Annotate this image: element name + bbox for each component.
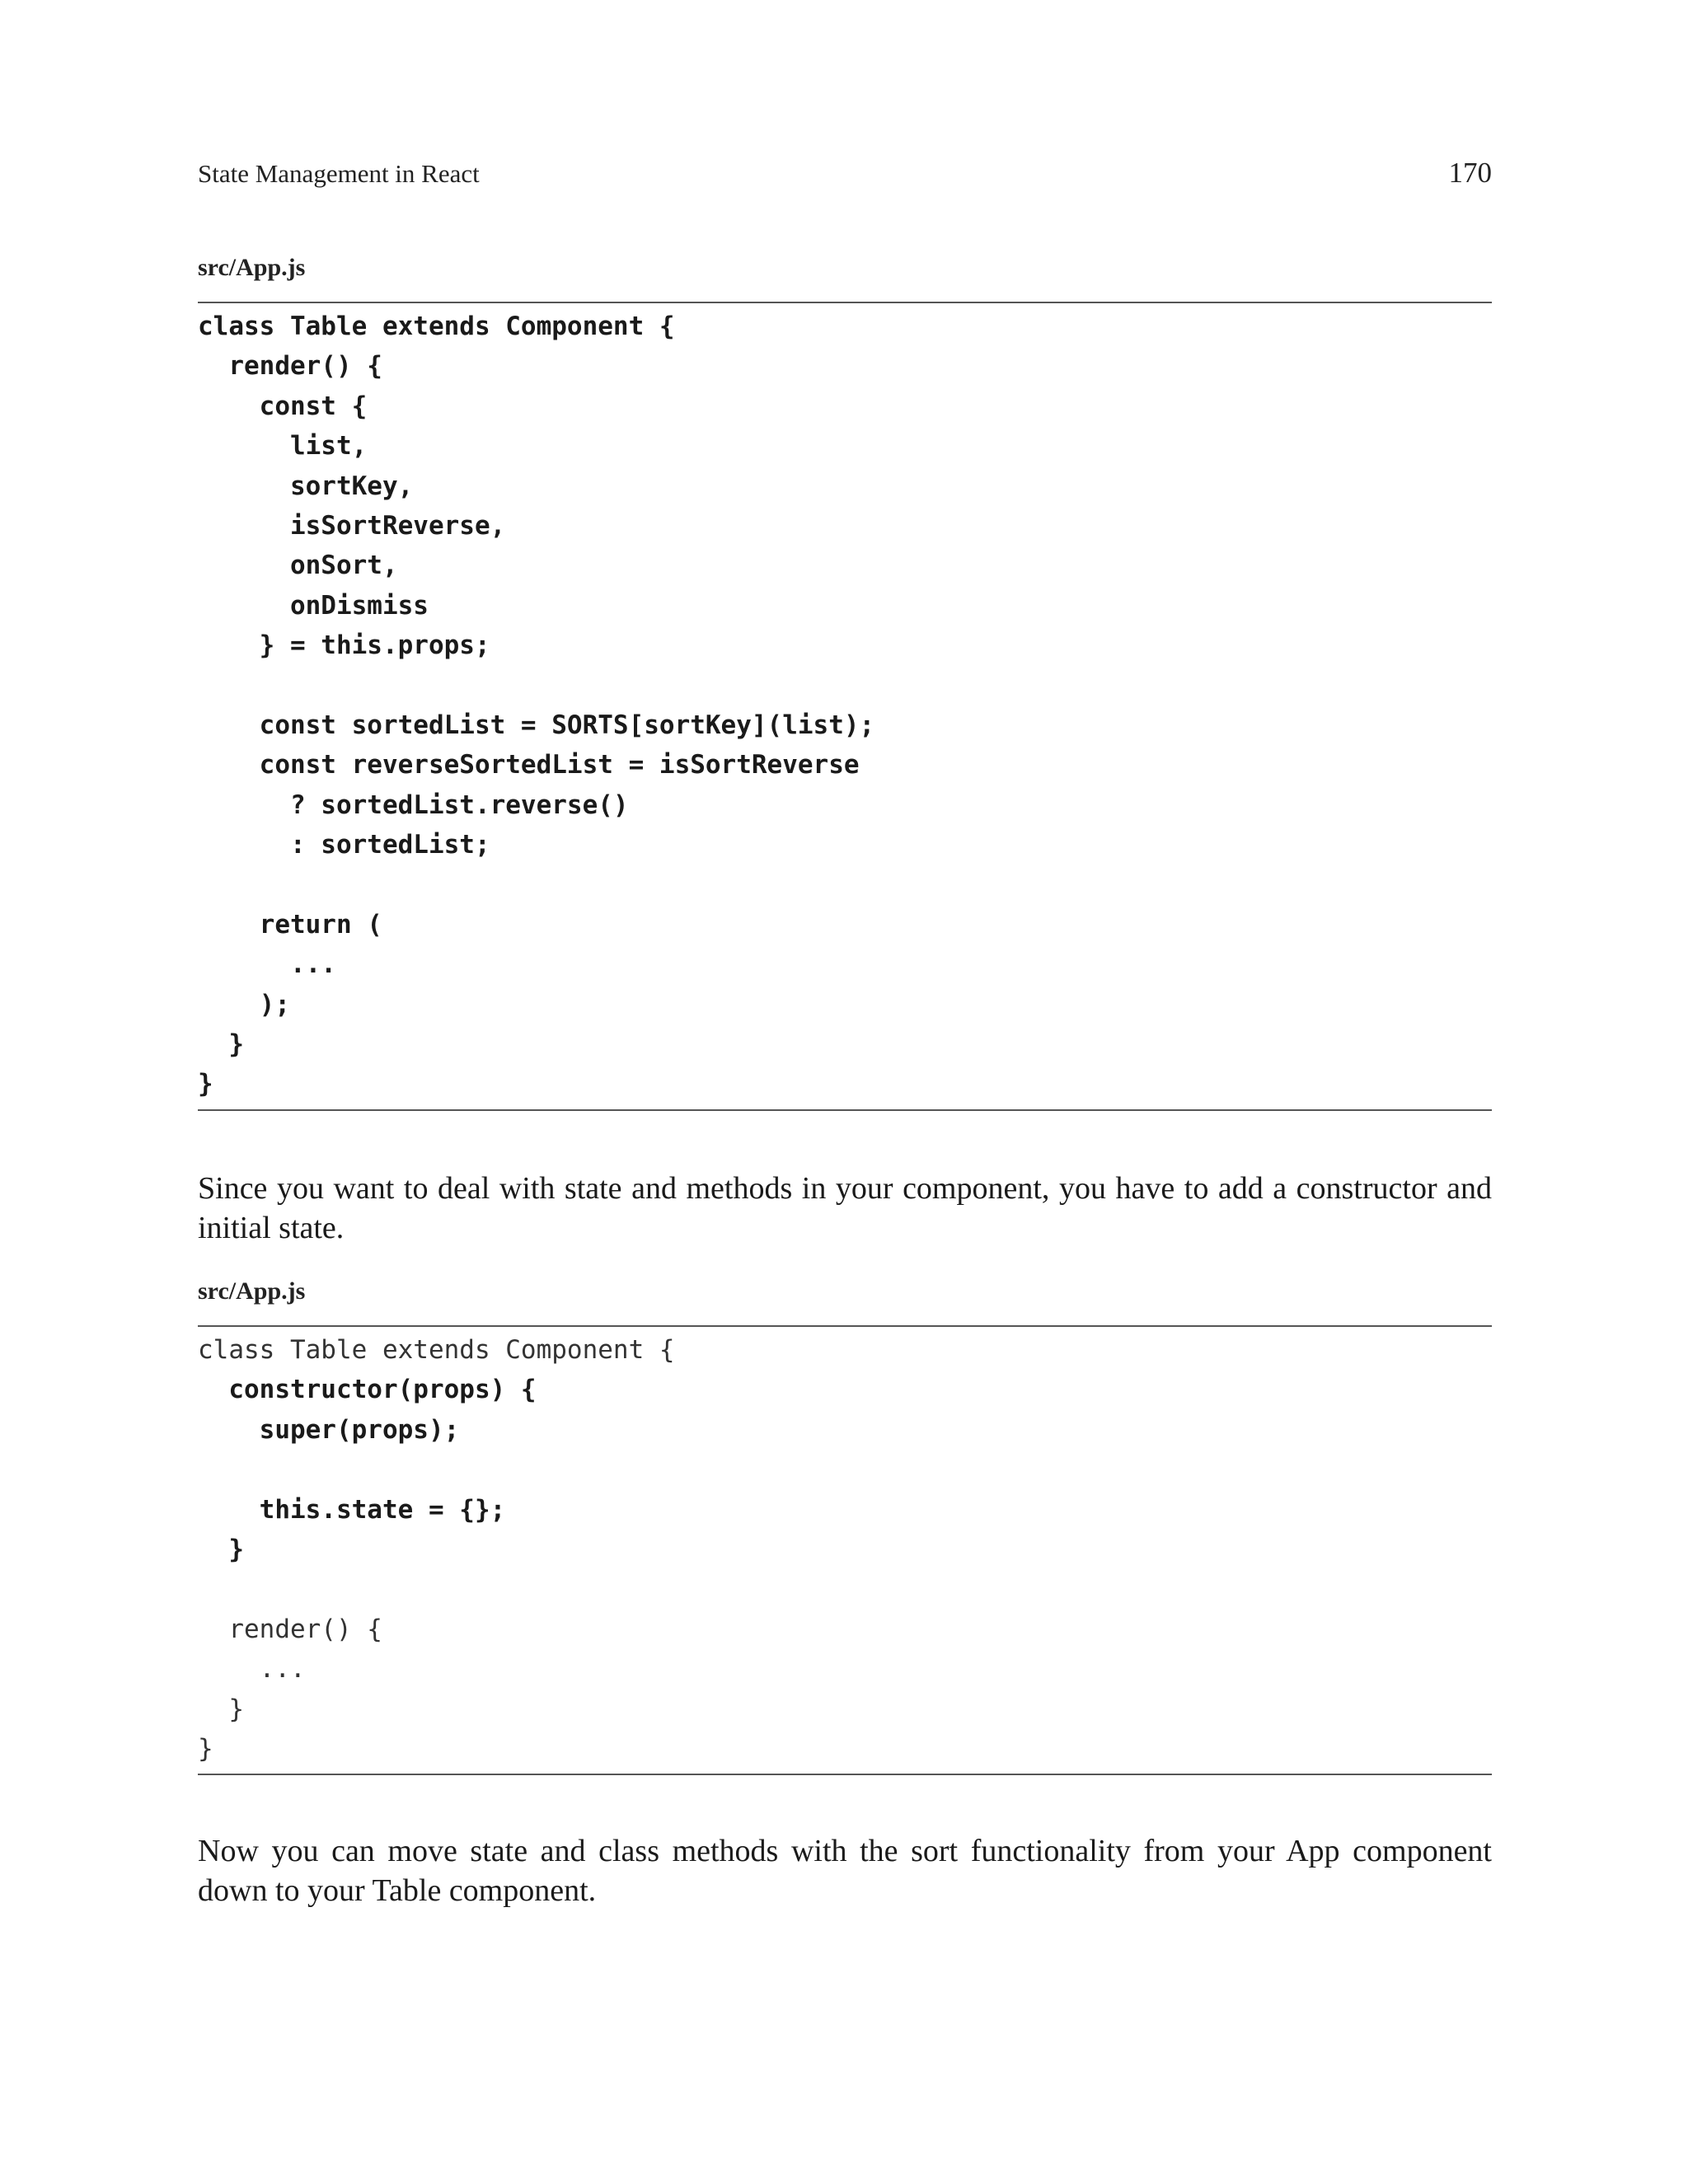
code-line: );	[198, 989, 290, 1019]
code-line	[198, 1450, 1492, 1489]
code-line	[198, 1569, 1492, 1609]
code-line: sortKey,	[198, 471, 414, 501]
page-number: 170	[1448, 157, 1492, 189]
code-line: return (	[198, 909, 382, 940]
code-line: class Table extends Component {	[198, 1335, 675, 1365]
book-page	[198, 0, 1492, 2184]
code-line: constructor(props) {	[198, 1375, 537, 1405]
code-line: onSort,	[198, 551, 398, 581]
listing-filename: src/App.js	[198, 254, 306, 281]
code-line: const {	[198, 391, 368, 421]
code-line	[198, 865, 1492, 904]
code-block	[198, 1325, 1492, 1775]
code-line: const reverseSortedList = isSortReverse	[198, 750, 860, 780]
code-line: this.state = {};	[198, 1494, 506, 1525]
code-line: ? sortedList.reverse()	[198, 790, 629, 820]
code-line: class Table extends Component {	[198, 312, 675, 341]
code-line: super(props);	[198, 1414, 460, 1445]
code-line: }	[198, 1029, 244, 1060]
code-line: } = this.props;	[198, 630, 490, 661]
code-line: : sortedList;	[198, 830, 490, 860]
paragraph: Since you want to deal with state and methods in your component, you have to add a constructor and initial state.	[198, 1171, 1492, 1245]
code-line: isSortReverse,	[198, 510, 506, 541]
code-line: }	[198, 1534, 244, 1564]
paragraph: Now you can move state and class methods with the sort functionality from your App component down to your Table component.	[198, 1834, 1492, 1908]
running-header	[198, 157, 1492, 190]
code-line: }	[198, 1733, 213, 1764]
listing-filename: src/App.js	[198, 1277, 306, 1305]
code-line: ...	[198, 949, 336, 980]
code-line: onDismiss	[198, 590, 429, 621]
code-line: }	[198, 1694, 244, 1724]
code-line: render() {	[198, 351, 382, 382]
code-listing-2	[198, 1271, 1492, 1775]
code-line	[198, 666, 1492, 705]
code-line: }	[198, 1069, 213, 1099]
code-listing-1	[198, 247, 1492, 1111]
code-line: render() {	[198, 1614, 382, 1644]
code-line: ...	[198, 1654, 306, 1685]
code-line: list,	[198, 431, 368, 462]
code-line: const sortedList = SORTS[sortKey](list);	[198, 710, 875, 740]
chapter-title: State Management in React	[198, 159, 480, 188]
code-block	[198, 302, 1492, 1111]
